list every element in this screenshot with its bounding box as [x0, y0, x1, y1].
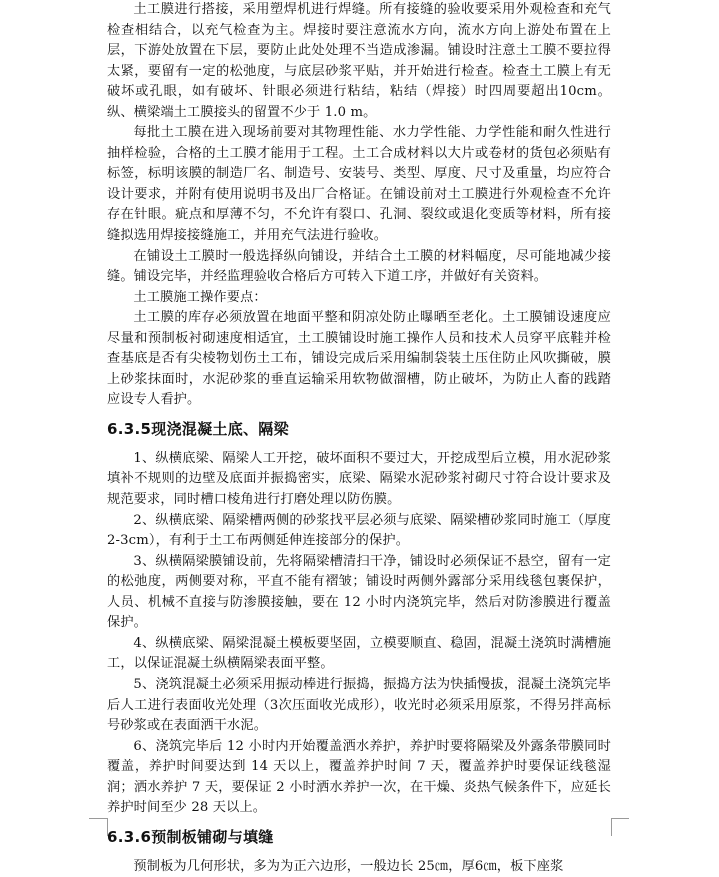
- paragraph-geomembrane-laying: 在铺设土工膜时一般选择纵向铺设，并结合土工膜的材料幅度，尽可能地减少接缝。铺设完毕，并经监理验收合格后方可转入下道工序，并做好有关资料。: [107, 248, 611, 285]
- list-item-635-3: 3、纵横隔梁膜铺设前，先将隔梁槽清扫干净，铺设时必须保证不悬空，留有一定的松弛度，两侧要对称，平直不能有褶皱；铺设时两侧外露部分采用线毯包裹保护，人员、机械不直接与防渗膜接触，要在 12 小时内浇筑完毕，然后对防渗膜进行覆盖保护。: [107, 553, 611, 631]
- paragraph-geomembrane-inspection: 每批土工膜在进入现场前要对其物理性能、水力学性能、力学性能和耐久性进行抽样检验，合格的土工膜才能用于工程。土工合成材料以大片或卷材的货包必须贴有标签，标明该膜的制造厂名、制造号、安装号、类型、厚度、尺寸及重量，均应符合设计要求，并附有使用说明书及出厂合格证。在铺设前对土工膜进行外观检查不允许存在针眼。疵点和厚薄不匀，不允许有裂口、孔洞、裂纹或退化变质等材料，所有接缝拟选用焊接接缝施工，并用充气法进行验收。: [107, 125, 611, 244]
- crop-mark-left-vertical: [89, 818, 108, 836]
- paragraph-geomembrane-storage: 土工膜的库存必须放置在地面平整和阴凉处防止曝晒至老化。土工膜铺设速度应尽量和预制板衬砌速度相适宜，土工膜铺设时施工操作人员和技术人员穿平底鞋并检查基底是否有尖棱物划伤土工布，铺设完成后采用编制袋装土压住防止风吹撕破，膜上砂浆抹面时，水泥砂浆的垂直运输采用软物做溜槽，防止破坏，为防止人畜的践踏应设专人看护。: [107, 310, 611, 408]
- list-item-635-1: 1、纵横底梁、隔梁人工开挖，破坏面积不要过大，开挖成型后立模，用水泥砂浆填补不规则的边壁及底面并振捣密实，底梁、隔梁水泥砂浆衬砌尺寸符合设计要求及规范要求，同时槽口棱角进行打磨处理以防伤膜。: [107, 450, 611, 508]
- crop-mark-left-horizontal: [89, 818, 107, 819]
- paragraph-operation-points-title: 土工膜施工操作要点：: [133, 289, 267, 305]
- list-item-635-5: 5、浇筑混凝土必须采用振动棒进行振捣，振捣方法为快插慢拔，混凝土浇筑完毕后人工进行表面收光处理（3次压面收光成形），收光时必须采用原浆，不得另拌高标号砂浆或在表面洒干水泥。: [107, 676, 611, 734]
- list-item-635-4: 4、纵横底梁、隔梁混凝土模板要坚固，立模要顺直、稳固，混凝土浇筑时满槽施工，以保证混凝土纵横隔梁表面平整。: [107, 635, 611, 672]
- crop-mark-right-vertical: [611, 818, 630, 836]
- section-heading-6-3-5: 6.3.5现浇混凝土底、隔梁: [107, 419, 289, 438]
- crop-mark-right-horizontal: [611, 818, 629, 819]
- paragraph-precast-slab: 预制板为几何形状，多为为正六边形，一般边长 25㎝，厚6㎝，板下座浆: [133, 858, 564, 874]
- list-item-635-6: 6、浇筑完毕后 12 小时内开始覆盖洒水养护，养护时要将隔梁及外露条带膜同时覆盖，养护时间要达到 14 天以上，覆盖养护时间 7 天，覆盖养护时要保证线毯湿润；洒水养护 7 天，要保证 2 小时洒水养护一次，在干燥、炎热气候条件下，应延长养护时间至少 28 天以上。: [107, 738, 611, 816]
- section-heading-6-3-6: 6.3.6预制板铺砌与填缝: [107, 827, 274, 846]
- list-item-635-2: 2、纵横底梁、隔梁槽两侧的砂浆找平层必须与底梁、隔梁槽砂浆同时施工（厚度 2-3cm），有利于土工布两侧延伸连接部分的保护。: [107, 512, 611, 549]
- paragraph-geomembrane-welding: 土工膜进行搭接，采用塑焊机进行焊缝。所有接缝的验收要采用外观检查和充气检查相结合，以充气检查为主。焊接时要注意流水方向，流水方向上游处布置在上层，下游处放置在下层，要防止此处处理不当造成渗漏。铺设时注意土工膜不要拉得太紧，要留有一定的松弛度，与底层砂浆平贴，并开始进行检查。检查土工膜上有无破坏或孔眼，如有破坏、针眼必须进行粘结，粘结（焊接）时四周要超出10cm。纵、横梁端土工膜接头的留置不少于 1.0 m。: [107, 2, 611, 120]
- document-body: [107, 0, 611, 877]
